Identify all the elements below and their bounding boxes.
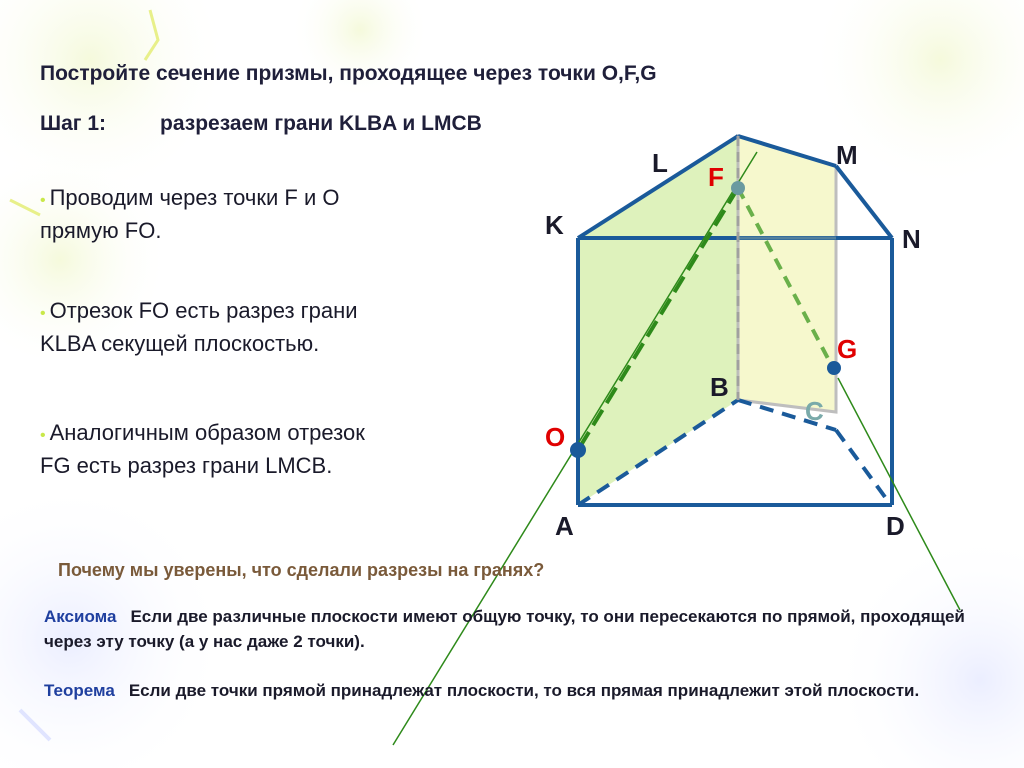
axiom-block bbox=[44, 604, 1004, 654]
edge-mn bbox=[836, 166, 892, 238]
question-text: Почему мы уверены, что сделали разрезы на гранях? bbox=[58, 560, 545, 580]
axiom-keyword: Аксиома bbox=[44, 607, 117, 626]
label-n: N bbox=[902, 224, 921, 254]
label-a: A bbox=[555, 511, 574, 541]
bullet-2-text: Отрезок FO есть разрез грани KLBA секущей плоскостью. bbox=[40, 298, 358, 356]
page-title: Постройте сечение призмы, проходящее через точки O,F,G bbox=[40, 62, 657, 85]
step-text: разрезаем грани KLBA и LMCB bbox=[160, 112, 482, 135]
label-b: B bbox=[710, 372, 729, 402]
theorem-text: Если две точки прямой принадлежат плоскости, то вся прямая принадлежит этой плоскости. bbox=[128, 681, 920, 700]
label-l: L bbox=[652, 148, 668, 178]
label-o: O bbox=[545, 422, 566, 452]
bullet-1-text: Проводим через точки F и O прямую FO. bbox=[40, 185, 340, 243]
line-fg-extended bbox=[838, 378, 960, 610]
label-f: F bbox=[708, 162, 724, 192]
theorem-keyword: Теорема bbox=[44, 681, 115, 700]
point-o bbox=[570, 442, 586, 458]
face-lmcb bbox=[738, 136, 836, 412]
label-m: M bbox=[836, 140, 858, 170]
bullet-marker: • bbox=[40, 305, 46, 322]
label-g: G bbox=[837, 334, 858, 364]
edge-cd bbox=[836, 430, 885, 497]
point-f bbox=[731, 181, 745, 195]
step-label: Шаг 1: bbox=[40, 112, 107, 135]
label-k: K bbox=[545, 210, 564, 240]
label-c: C bbox=[805, 396, 824, 426]
bullet-marker: • bbox=[40, 192, 46, 209]
bullet-3-text: Аналогичным образом отрезок FG есть разрез грани LMCB. bbox=[40, 420, 365, 478]
theorem-block bbox=[44, 678, 1004, 703]
bullet-marker: • bbox=[40, 427, 46, 444]
label-d: D bbox=[886, 511, 905, 541]
axiom-text: Если две различные плоскости имеют общую точку, то они пересекаются по прямой, проходящей через эту точку (а у нас даже 2 точки). bbox=[44, 607, 965, 651]
